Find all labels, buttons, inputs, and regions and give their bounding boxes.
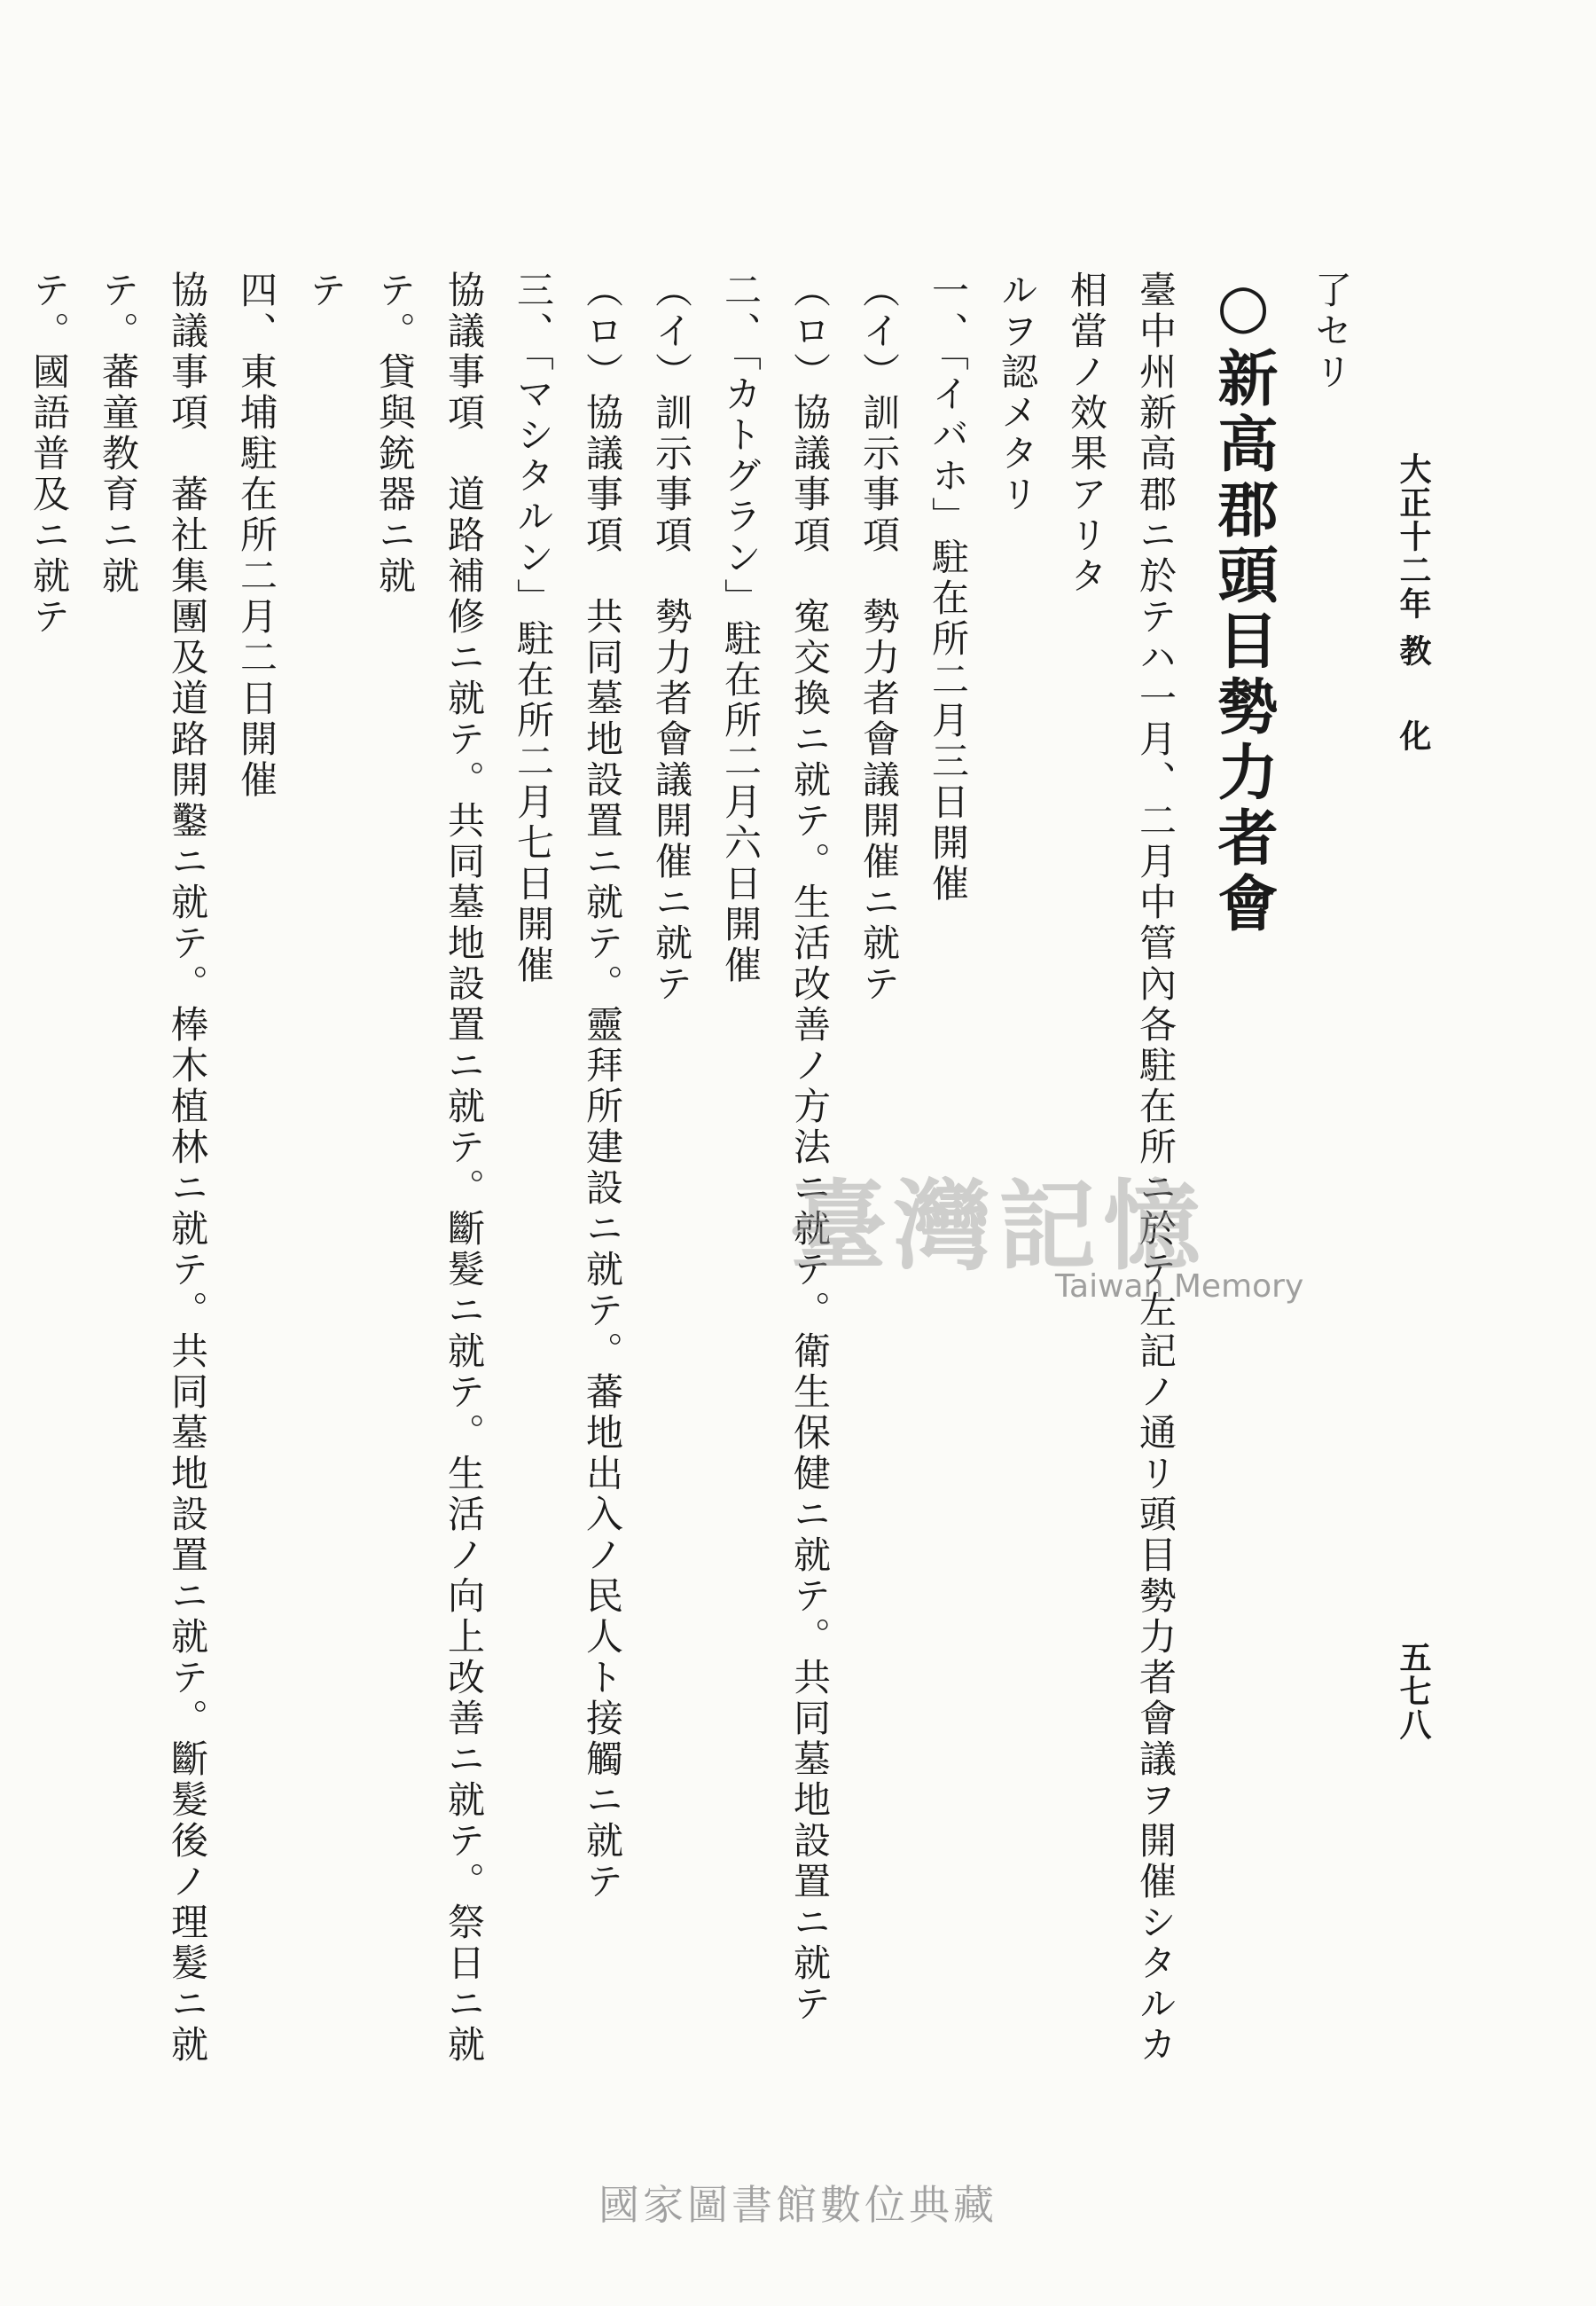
section-2-heading: 二、「カトグラン」駐在所二月六日開催 <box>719 271 763 986</box>
watermark-english: Taiwan Memory <box>1055 1268 1304 1305</box>
page-number: 五七八 <box>1395 1641 1432 1742</box>
section-1-heading: 一、「イバホ」駐在所二月三日開催 <box>927 271 970 905</box>
section-2-item-b: （ロ）協議事項 共同墓地設置ニ就テ。靈拜所建設ニ就テ。蕃地出入ノ民人ト接觸ニ就テ <box>581 271 624 1902</box>
body-text <box>27 271 1365 2089</box>
header-year: 大正十二年 <box>1395 452 1432 621</box>
section-4-heading: 四、東埔駐在所二月二日開催 <box>235 271 278 801</box>
watermark-chinese: 臺灣記憶 <box>789 1169 1208 1283</box>
section-3-item: 協議事項 道路補修ニ就テ。共同墓地設置ニ就テ。斷髮ニ就テ。生活ノ向上改善ニ就テ。祭日ニ就テ。貸與銃器ニ就 <box>373 271 486 2066</box>
continued-text: 了セリ <box>1310 271 1353 393</box>
section-3-heading: 三、「マシタルン」駐在所二月七日開催 <box>512 271 555 986</box>
intro-line-1: 臺中州新高郡ニ於テハ一月、二月中管內各駐在所ニ於テ左記ノ通リ頭目勢力者會議ヲ開催シタルカ相當ノ效果アリタ <box>1065 271 1177 2066</box>
section-3-item-cont: テ <box>304 271 348 311</box>
running-header <box>1383 452 1436 1747</box>
section-2-item-a: （イ）訓示事項 勢力者會議開催ニ就テ <box>650 271 693 1005</box>
section-4-item-cont: テ。國語普及ニ就テ <box>27 271 71 638</box>
section-4-item: 協議事項 蕃社集團及道路開鑿ニ就テ。棒木植林ニ就テ。共同墓地設置ニ就テ。斷髮後ノ理髮ニ就テ。蕃童教育ニ就 <box>97 271 209 2066</box>
header-topic: 教化 <box>1395 634 1432 804</box>
article-title: ○新高郡頭目勢力者會 <box>1208 271 1279 937</box>
intro-line-2: ルヲ認メタリ <box>996 271 1039 515</box>
section-1-item-b: （ロ）協議事項 寃交換ニ就テ。生活改善ノ方法ニ就テ。衛生保健ニ就テ。共同墓地設置ニ就テ <box>788 271 832 2025</box>
library-footer: 國家圖書館數位典藏 <box>598 2181 998 2229</box>
section-1-item-a: （イ）訓示事項 勢力者會議開催ニ就テ <box>857 271 901 1005</box>
